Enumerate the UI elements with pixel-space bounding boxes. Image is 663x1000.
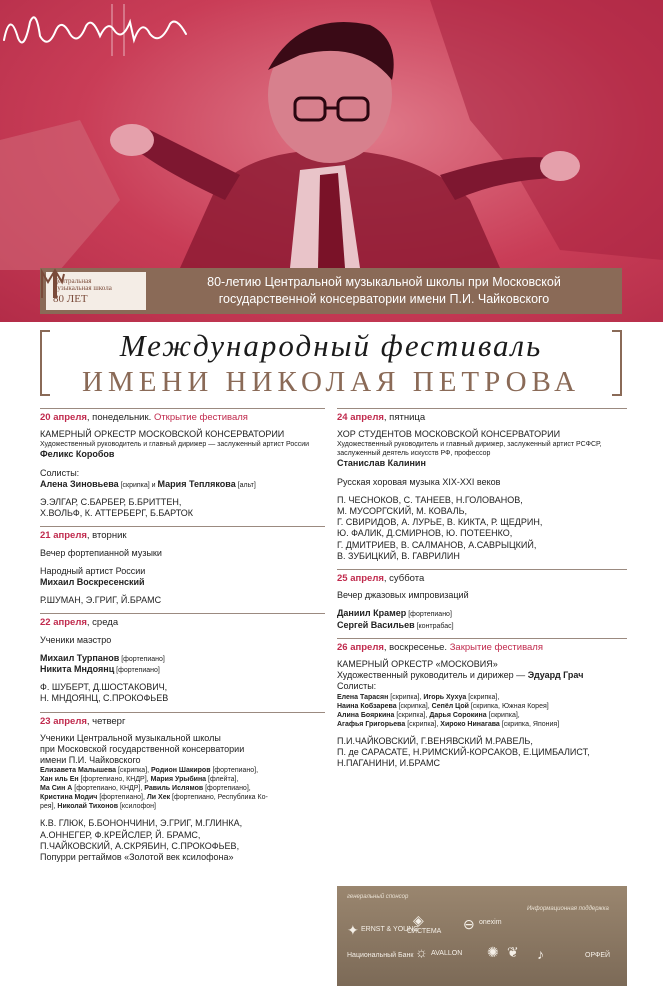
ensemble-info: Художественный руководитель и главный дирижер — заслуженный артист России: [40, 441, 310, 449]
soloist-line: Наина Кобзарева [скрипка], Сепёл Цой [скрипка, Южная Корея]: [337, 702, 549, 710]
day-weekday: , воскресенье.: [383, 641, 450, 653]
logo-line1: Центральная: [53, 276, 92, 285]
orfei-logo: ОРФЕЙ: [585, 952, 611, 959]
ensemble-name: ХОР СТУДЕНТОВ МОСКОВСКОЙ КОНСЕРВАТОРИИ: [337, 429, 561, 440]
soloist-line: Агафья Григорьева [скрипка], Хироко Нинагава [скрипка, Япония]: [337, 720, 560, 728]
avallon-logo: AVALLON: [431, 950, 463, 957]
day-date: 21 апреля: [40, 530, 87, 542]
banner-text-line1: 80-летию Центральной музыкальной школы при Московской: [207, 275, 561, 289]
performer-line: Сергей Васильев [контрабас]: [337, 619, 454, 630]
composers-line: Попурри регтаймов «Золотой век ксилофона»: [40, 852, 234, 863]
performer-line: рея], Николай Тихонов [ксилофон]: [40, 803, 156, 811]
avallon-logo-icon: ☼: [415, 944, 428, 960]
day-april-21: [40, 526, 325, 606]
leader-line: Художественный руководитель и дирижер — Эдуард Грач: [337, 670, 584, 681]
soloist-line: Елена Тарасян [скрипка], Игорь Хухуа [скрипка],: [337, 693, 500, 701]
onexim-logo-icon: ⊖: [463, 916, 475, 932]
day-note: Открытие фестиваля: [153, 412, 248, 423]
logo-years: 80 ЛЕТ: [53, 292, 88, 305]
ensemble-name: КАМЕРНЫЙ ОРКЕСТР «МОСКОВИЯ»: [337, 659, 498, 670]
intro-line: при Московской государственной консерватории: [40, 744, 245, 755]
sponsor-label-left: генеральный спонсор: [347, 894, 409, 900]
composers-line: В. ЗУБИЦКИЙ, В. ГАВРИЛИН: [337, 550, 460, 561]
partner-logo-icon: ✺: [487, 944, 499, 960]
composers-line: Ф. ШУБЕРТ, Д.ШОСТАКОВИЧ,: [40, 682, 168, 693]
day-date: 23 апреля: [40, 715, 87, 727]
day-date: 26 апреля: [337, 641, 384, 653]
sistema-logo-icon: ◈: [413, 912, 424, 928]
performer-name: Михаил Воскресенский: [40, 577, 145, 588]
intro-line: Ученики Центральной музыкальной школы: [40, 732, 221, 743]
composers-line: П. ЧЕСНОКОВ, С. ТАНЕЕВ, Н.ГОЛОВАНОВ,: [337, 494, 523, 505]
ey-logo: ERNST & YOUNG: [361, 926, 419, 933]
program-right-column: [337, 408, 627, 776]
anniversary-banner: [40, 268, 622, 314]
day-weekday: , среда: [86, 617, 119, 629]
day-header: [40, 526, 325, 547]
composers-line: Н.ПАГАНИНИ, И.БРАМС: [337, 758, 440, 769]
conductor-name: Станислав Калинин: [337, 458, 426, 469]
leaf-logo-icon: ❦: [507, 944, 519, 960]
day-weekday: , понедельник.: [86, 412, 154, 423]
performer-line: Никита Мндоянц [фортепиано]: [40, 664, 160, 675]
day-date: 20 апреля: [40, 412, 87, 423]
intro-line: имени П.И. Чайковского: [40, 755, 141, 766]
composers-line: Г. ДМИТРИЕВ, В. САЛМАНОВ, А.САВРЫЦКИЙ,: [337, 539, 537, 550]
day-april-20: [40, 408, 325, 519]
soloist-line: Алина Бояркина [скрипка], Дарья Сорокина [скрипка],: [337, 711, 520, 719]
day-april-25: [337, 569, 627, 631]
day-april-22: [40, 613, 325, 704]
sponsors-panel: [337, 886, 627, 986]
ensemble-info: Художественный руководитель и главный дирижер, заслуженный артист РСФСР,: [337, 441, 602, 449]
soloists-label: Солисты:: [40, 467, 80, 478]
onexim-logo: onexim: [479, 919, 502, 926]
composers-line: Р.ШУМАН, Э.ГРИГ, Й.БРАМС: [40, 595, 162, 606]
logo-line2: музыкальная школа: [53, 283, 112, 292]
performer-line: Кристина Модич [фортепиано], Ли Хек [фортепиано, Республика Ко-: [40, 794, 268, 802]
title-line2: ИМЕНИ НИКОЛАЯ ПЕТРОВА: [81, 366, 581, 398]
day-header: [337, 569, 627, 590]
composers-line: П.ЧАЙКОВСКИЙ, А.СКРЯБИН, С.ПРОКОФЬЕВ,: [40, 840, 240, 851]
day-april-23: [40, 712, 325, 864]
performer-line: Михаил Турпанов [фортепиано]: [40, 652, 165, 663]
program-left-column: [40, 408, 325, 870]
ensemble-info: заслуженный деятель искусств РФ, профессор: [337, 450, 491, 458]
day-header: [337, 638, 627, 659]
day-header: [337, 408, 627, 429]
day-weekday: , четверг: [86, 715, 126, 727]
hero-image: [0, 0, 663, 322]
composers-line: Ю. ФАЛИК, Д.СМИРНОВ, Ю. ПОТЕЕНКО,: [337, 528, 513, 539]
day-header: [40, 613, 325, 634]
day-weekday: , пятница: [383, 412, 426, 423]
composers-line: П. де САРАСАТЕ, Н.РИМСКИЙ-КОРСАКОВ, Е.ЦИМБАЛИСТ,: [337, 746, 590, 757]
performer-line: Ма Син А [фортепиано, КНДР], Равиль Ислямов [фортепиано],: [40, 785, 251, 793]
program-title: Вечер фортепианной музыки: [40, 547, 162, 558]
program-title: Русская хоровая музыка XIX-XXI веков: [337, 476, 501, 487]
soloists-label: Солисты:: [337, 681, 377, 692]
soloists-line: Алена Зиновьева [скрипка] и Мария Теплякова [альт]: [40, 478, 256, 489]
day-note: Закрытие фестиваля: [449, 641, 543, 653]
sistema-logo: СИСТЕМА: [407, 928, 442, 935]
composers-line: А.ОННЕГЕР, Ф.КРЕЙСЛЕР, Й. БРАМС,: [40, 829, 201, 840]
school-logo: [46, 272, 146, 310]
composers-line: Г. СВИРИДОВ, А. ЛУРЬЕ, В. КИКТА, Р. ЩЕДРИН,: [337, 517, 543, 528]
sponsor-label-right: Информационная поддержка: [527, 906, 609, 912]
day-date: 22 апреля: [40, 617, 87, 629]
program-title: Вечер джазовых импровизаций: [337, 590, 469, 601]
performer-line: Хан иль Ен [фортепиано, КНДР], Мария Урыбина [флейта],: [40, 776, 239, 784]
composers-line: М. МУСОРГСКИЙ, М. КОВАЛЬ,: [337, 506, 468, 517]
day-date: 24 апреля: [337, 412, 384, 423]
festival-title: [40, 326, 622, 402]
script-logo-icon: ♪: [537, 946, 544, 962]
composers-line: Э.ЭЛГАР, С.БАРБЕР, Б.БРИТТЕН,: [40, 497, 182, 508]
school-emblem-icon: [40, 268, 66, 300]
day-april-26: [337, 638, 627, 769]
performer-title: Народный артист России: [40, 565, 146, 576]
performer-line: Елизавета Малышева [скрипка], Родион Шакиров [фортепиано],: [40, 767, 259, 775]
day-date: 25 апреля: [337, 573, 384, 585]
ensemble-name: КАМЕРНЫЙ ОРКЕСТР МОСКОВСКОЙ КОНСЕРВАТОРИИ: [40, 429, 285, 440]
title-line1: Международный фестиваль: [119, 328, 543, 363]
performer-line: Даниил Крамер [фортепиано]: [337, 608, 452, 619]
signature-icon: [0, 0, 190, 60]
day-april-24: [337, 408, 627, 562]
banner-text: [146, 274, 622, 308]
ey-logo-icon: ✦: [347, 922, 359, 938]
day-header: [40, 408, 325, 429]
day-weekday: , вторник: [86, 530, 127, 542]
day-header: [40, 712, 325, 733]
composers-line: Н. МНДОЯНЦ, С.ПРОКОФЬЕВ: [40, 693, 169, 704]
conductor-name: Феликс Коробов: [40, 449, 115, 460]
composers-line: К.В. ГЛЮК, Б.БОНОНЧИНИ, Э.ГРИГ, М.ГЛИНКА,: [40, 818, 243, 829]
day-weekday: , суббота: [383, 573, 425, 585]
bank-logo: Национальный Банк: [347, 952, 414, 959]
banner-text-line2: государственной консерватории имени П.И. Чайковского: [218, 292, 550, 306]
composers-line: П.И.ЧАЙКОВСКИЙ, Г.ВЕНЯВСКИЙ М.РАВЕЛЬ,: [337, 735, 533, 746]
program-title: Ученики маэстро: [40, 634, 112, 645]
composers-line: Х.ВОЛЬФ, К. АТТЕРБЕРГ, Б.БАРТОК: [40, 508, 194, 519]
